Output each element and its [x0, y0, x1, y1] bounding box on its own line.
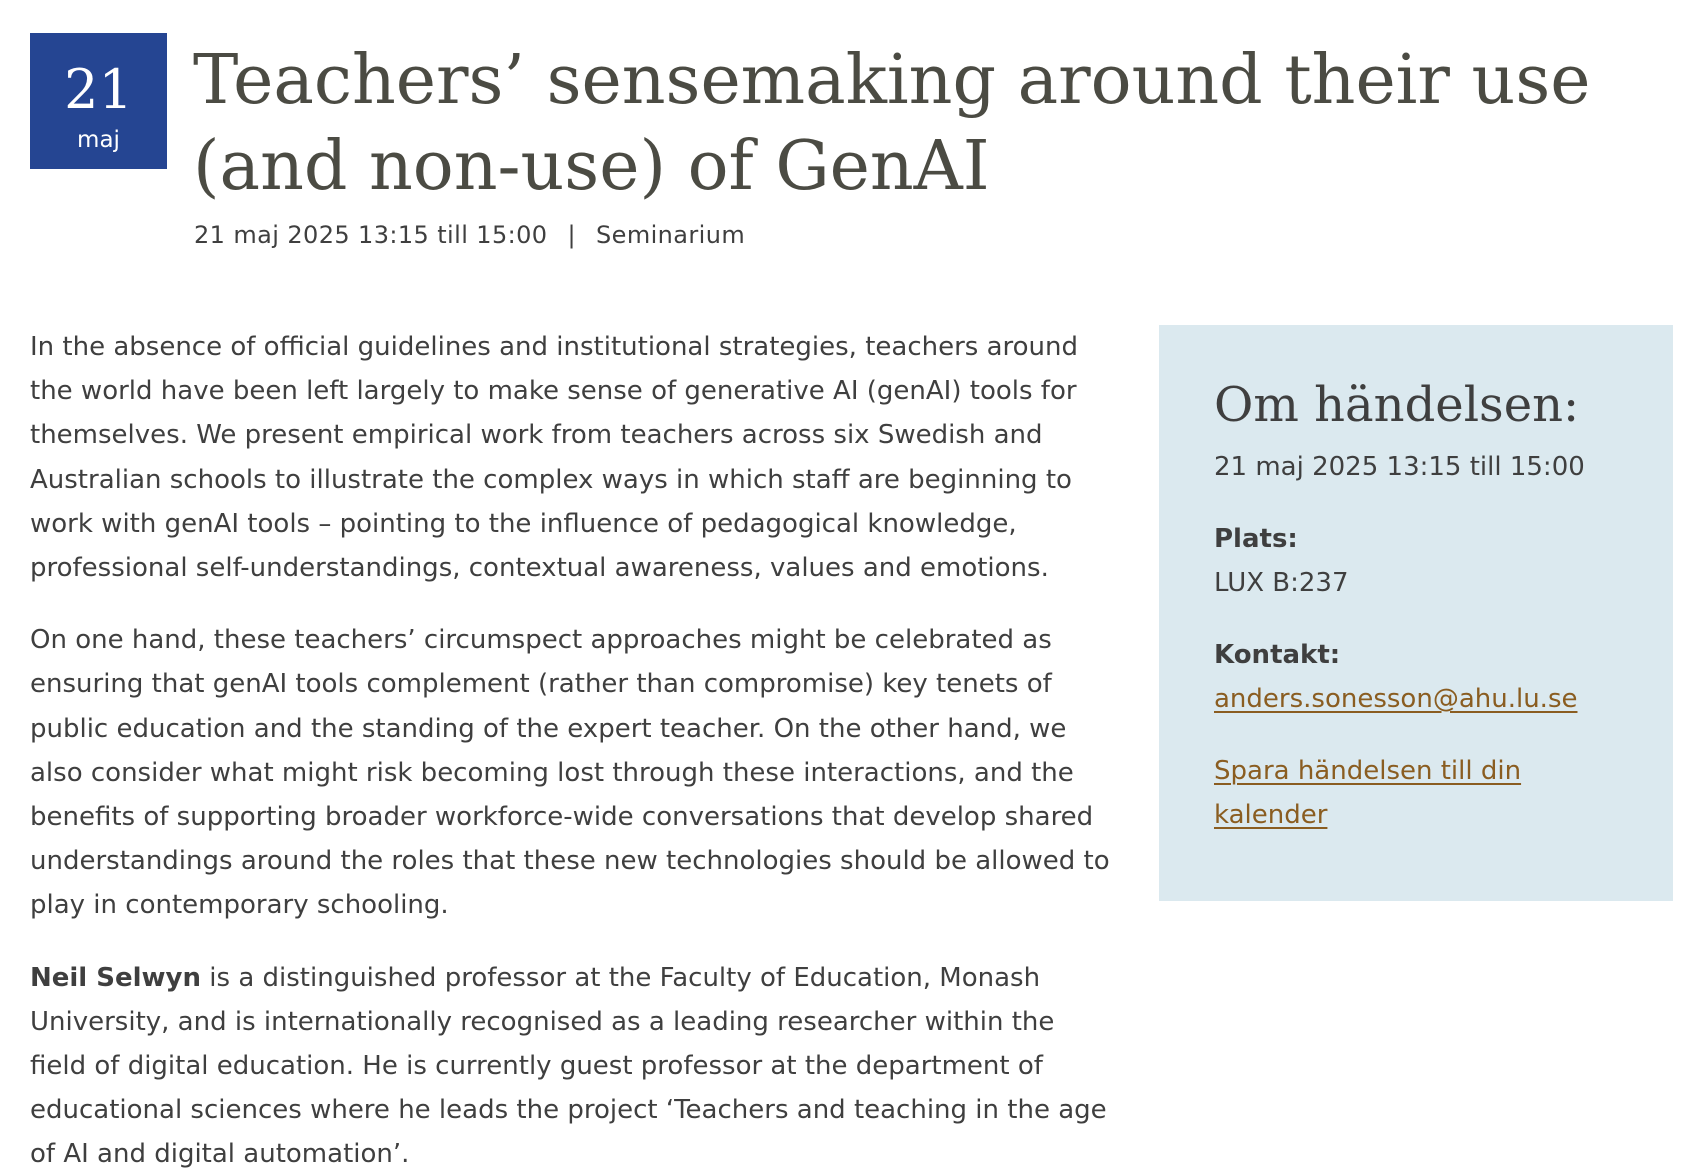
date-month: maj: [77, 127, 120, 153]
speaker-bio-text: is a distinguished professor at the Faculty of Education, Monash University, and is internationally recognised as a leading researcher within the field of digital education. He is currently guest professor at the department of educational sciences where he leads the project ‘Teachers and teaching in the age of AI and digital automation’.: [30, 962, 1107, 1170]
date-badge: [30, 33, 167, 169]
event-info-sidebar: [1159, 325, 1673, 901]
page-title: Teachers’ sensemaking around their use (and non-use) of GenAI: [193, 41, 1591, 206]
sidebar-datetime: 21 maj 2025 13:15 till 15:00: [1214, 452, 1585, 482]
description-paragraph-2: On one hand, these teachers’ circumspect approaches might be celebrated as ensuring that genAI tools complement (rather than compromise) key tenets of public education and the standing of the expert teacher. On the other hand, we also consider what might risk becoming lost through these interactions, and the benefits of supporting broader workforce-wide conversations that develop shared understandings around the roles that these new technologies should be allowed to play in contemporary schooling.: [30, 625, 1110, 921]
location-label: Plats:: [1214, 524, 1298, 554]
location-value: LUX B:237: [1214, 568, 1349, 598]
event-datetime: 21 maj 2025 13:15 till 15:00: [194, 221, 548, 249]
event-category: Seminarium: [596, 221, 746, 249]
description-paragraph-1: In the absence of official guidelines and institutional strategies, teachers around the world have been left largely to make sense of generative AI (genAI) tools for themselves. We present empirical work from teachers across six Swedish and Australian schools to illustrate the complex ways in which staff are beginning to work with genAI tools – pointing to the influence of pedagogical knowledge, professional self-understandings, contextual awareness, values and emotions.: [30, 332, 1079, 584]
sidebar-heading: Om händelsen:: [1214, 377, 1580, 433]
contact-label: Kontakt:: [1214, 640, 1341, 670]
contact-email-link[interactable]: anders.sonesson@ahu.lu.se: [1214, 684, 1578, 714]
save-to-calendar-link[interactable]: Spara händelsen till din kalender: [1214, 756, 1522, 830]
meta-separator: |: [567, 221, 576, 249]
speaker-name: Neil Selwyn: [30, 962, 202, 993]
date-day: 21: [64, 58, 133, 121]
event-meta: [194, 220, 745, 250]
event-description: [30, 325, 1110, 1176]
speaker-bio: [30, 956, 1110, 1176]
contact-value: [1214, 677, 1633, 721]
calendar-link-block: [1214, 749, 1633, 837]
